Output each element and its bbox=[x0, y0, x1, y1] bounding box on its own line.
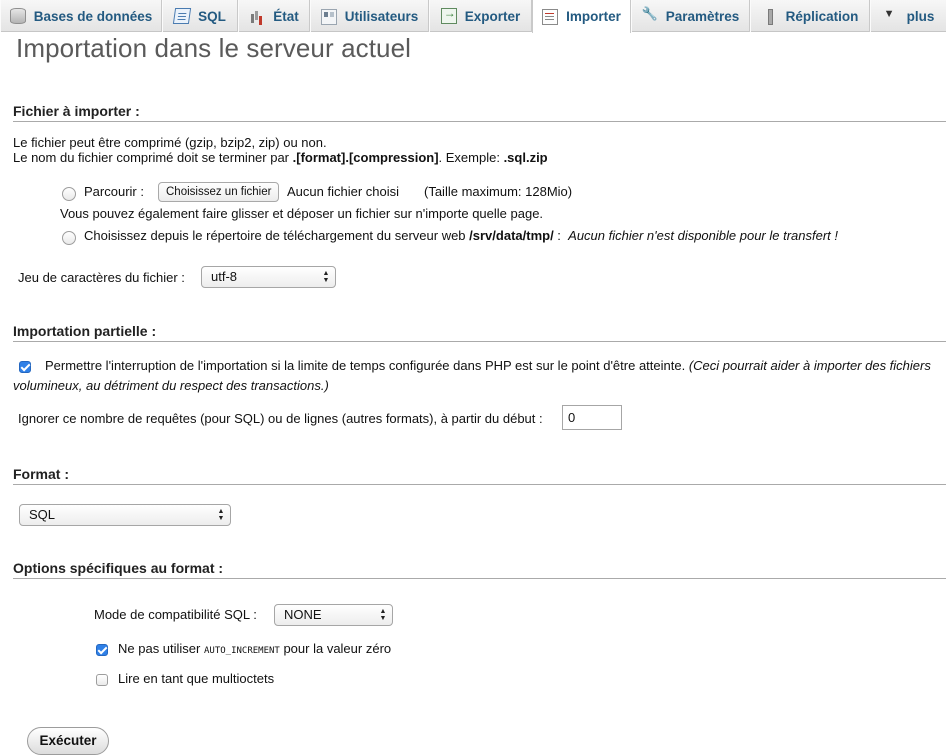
skip-queries-label: Ignorer ce nombre de requêtes (pour SQL) ou de lignes (autres formats), à partir du début : bbox=[18, 411, 543, 426]
max-size-note: (Taille maximum: 128Mio) bbox=[424, 184, 573, 199]
export-icon bbox=[441, 8, 457, 24]
file-section-legend: Fichier à importer : bbox=[13, 103, 946, 122]
tab-databases[interactable]: Bases de données bbox=[0, 0, 162, 32]
wrench-icon bbox=[642, 8, 658, 24]
drag-drop-hint: Vous pouvez également faire glisser et déposer un fichier sur n'importe quelle page. bbox=[60, 206, 544, 221]
server-dir-radio[interactable] bbox=[62, 231, 76, 245]
format-select[interactable]: SQL ▲ ▼ bbox=[19, 504, 231, 526]
partial-section-legend: Importation partielle : bbox=[13, 323, 946, 342]
multibyte-checkbox[interactable] bbox=[96, 674, 108, 686]
allow-interrupt-note: volumineux, au détriment du respect des transactions.) bbox=[13, 378, 329, 393]
dropdown-arrow-icon bbox=[883, 8, 899, 24]
compression-info: Le fichier peut être comprimé (gzip, bzip2, zip) ou non. bbox=[13, 135, 327, 150]
browse-radio[interactable] bbox=[62, 187, 76, 201]
status-icon bbox=[249, 8, 265, 24]
tab-replication[interactable]: Réplication bbox=[750, 0, 870, 32]
select-arrows-icon: ▲ ▼ bbox=[379, 608, 387, 622]
sql-icon bbox=[173, 8, 191, 24]
import-icon bbox=[542, 9, 558, 25]
sql-compat-label: Mode de compatibilité SQL : bbox=[94, 607, 257, 622]
filename-info: Le nom du fichier comprimé doit se terminer par .[format].[compression]. Exemple: .sql.zip bbox=[13, 150, 548, 165]
select-arrows-icon: ▲ ▼ bbox=[217, 508, 225, 522]
tab-sql[interactable]: SQL bbox=[162, 0, 238, 32]
tab-users[interactable]: Utilisateurs bbox=[310, 0, 429, 32]
users-icon bbox=[321, 9, 337, 25]
top-tab-bar bbox=[0, 0, 946, 32]
tab-more[interactable]: ▼ plus bbox=[870, 0, 946, 32]
tab-export[interactable]: → Exporter bbox=[429, 0, 532, 32]
multibyte-label: Lire en tant que multioctets bbox=[118, 671, 275, 686]
tab-status[interactable]: État bbox=[238, 0, 310, 32]
page-title: Importation dans le serveur actuel bbox=[16, 33, 412, 63]
sql-compat-select[interactable]: NONE ▲ ▼ bbox=[274, 604, 393, 626]
no-file-chosen: Aucun fichier choisi bbox=[287, 184, 399, 199]
allow-interrupt-checkbox[interactable] bbox=[19, 361, 31, 373]
execute-button[interactable]: Exécuter bbox=[27, 727, 109, 755]
format-section-legend: Format : bbox=[13, 466, 946, 485]
no-auto-increment-label: Ne pas utiliser AUTO_INCREMENT pour la valeur zéro bbox=[118, 641, 392, 656]
database-icon bbox=[10, 8, 26, 24]
browse-label: Parcourir : bbox=[84, 184, 144, 199]
allow-interrupt-label: Permettre l'interruption de l'importation si la limite de temps configurée dans PHP est sur le point d'être atteinte. (Ceci pourrait aider à importer des fichiers bbox=[45, 358, 931, 373]
options-section-legend: Options spécifiques au format : bbox=[13, 560, 946, 579]
tab-settings[interactable]: 🔧 Paramètres bbox=[631, 0, 750, 32]
server-dir-label: Choisissez depuis le répertoire de téléchargement du serveur web /srv/data/tmp/ : Aucun fichier n'est disponible pour le transfert ! bbox=[84, 228, 839, 243]
tab-import[interactable]: Importer bbox=[532, 0, 631, 33]
no-auto-increment-checkbox[interactable] bbox=[96, 644, 108, 656]
charset-select[interactable]: utf-8 ▲ ▼ bbox=[201, 266, 336, 288]
charset-label: Jeu de caractères du fichier : bbox=[18, 270, 185, 285]
select-arrows-icon: ▲ ▼ bbox=[322, 270, 330, 284]
choose-file-button[interactable]: Choisissez un fichier bbox=[158, 182, 279, 202]
replication-icon bbox=[762, 8, 778, 24]
skip-queries-input[interactable]: 0 bbox=[562, 405, 622, 430]
